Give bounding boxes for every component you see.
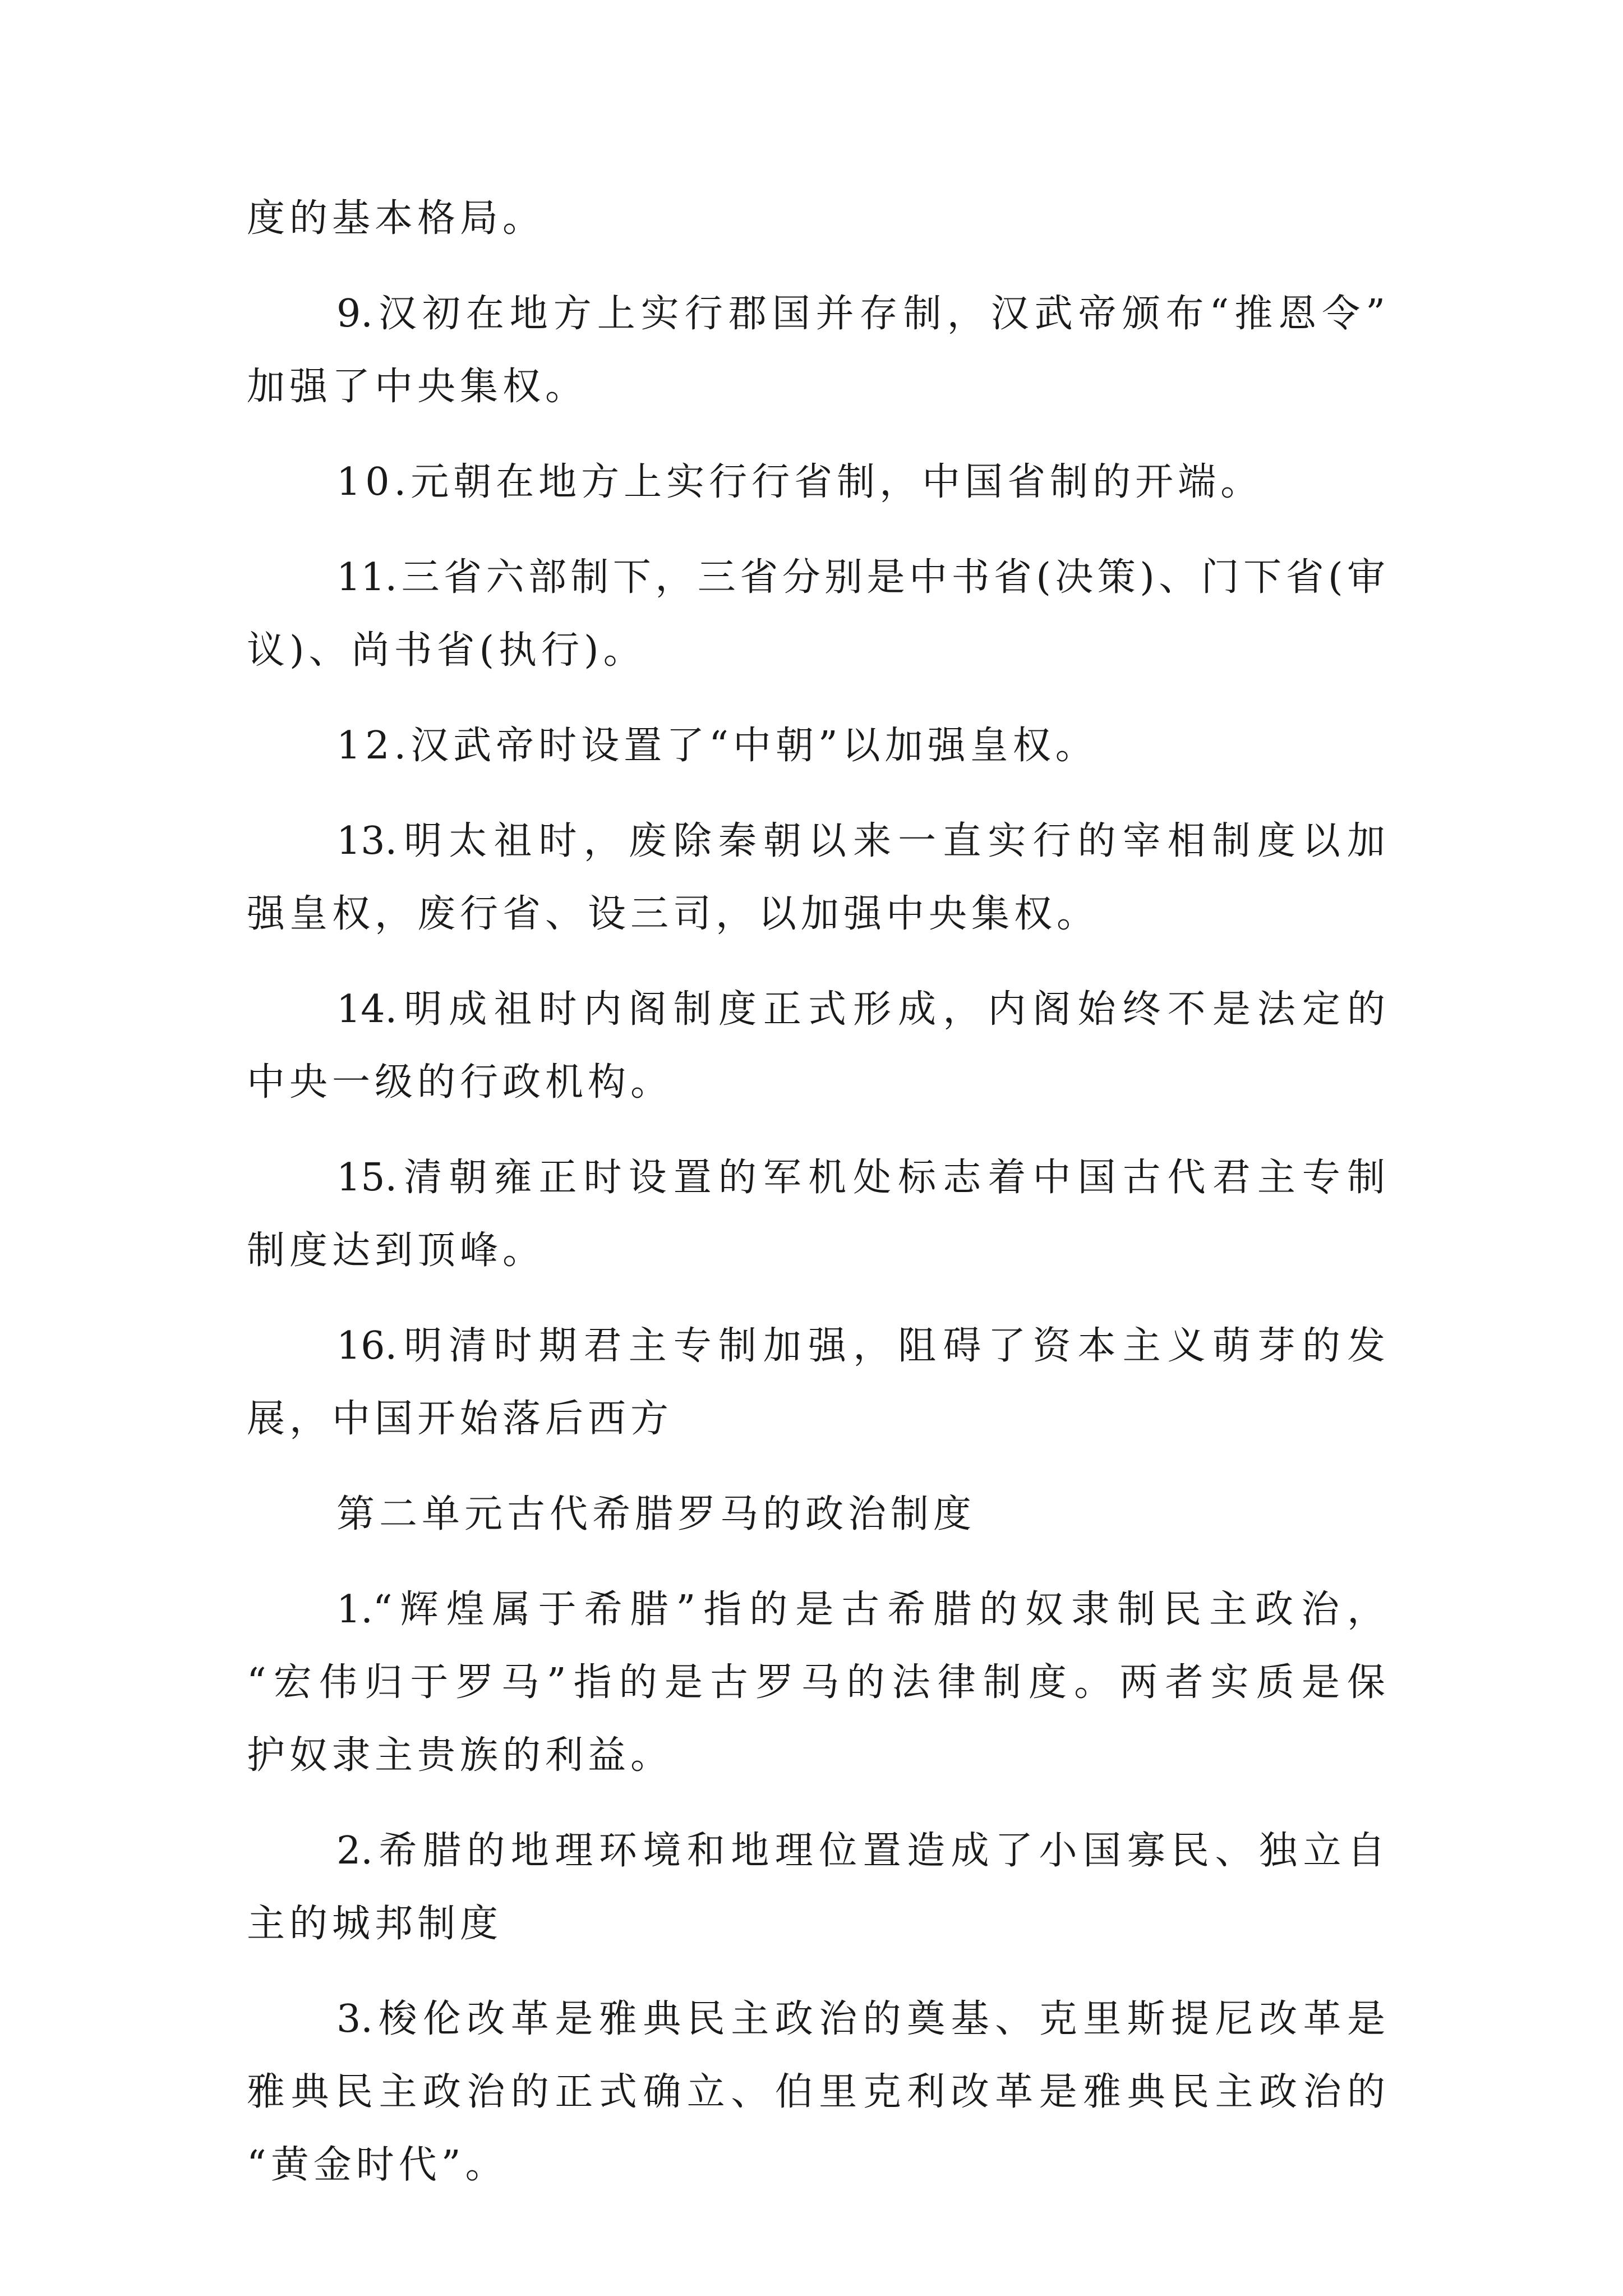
text-line: 14.明成祖时内阁制度正式形成，内阁始终不是法定的 [336,987,1385,1032]
text-line: 2.希腊的地理环境和地理位置造成了小国寡民、独立自 [336,1829,1385,1873]
text-line: 制度达到顶峰。 [247,1228,546,1273]
text-line: “黄金时代”。 [247,2143,508,2187]
text-line: 10.元朝在地方上实行行省制，中国省制的开端。 [336,460,1264,504]
text-line: “宏伟归于罗马”指的是古罗马的法律制度。两者实质是保 [247,1660,1385,1705]
text-line: 雅典民主政治的正式确立、伯里克利改革是雅典民主政治的 [247,2070,1385,2114]
text-line: 11.三省六部制下，三省分别是中书省(决策)、门下省(审 [336,555,1385,600]
text-line: 议)、尚书省(执行)。 [247,628,646,673]
text-line: 展，中国开始落后西方 [247,1397,674,1441]
text-line: 1.“辉煌属于希腊”指的是古希腊的奴隶制民主政治， [336,1588,1385,1632]
text-line: 12.汉武帝时设置了“中朝”以加强皇权。 [336,724,1098,768]
text-line: 15.清朝雍正时设置的军机处标志着中国古代君主专制 [336,1156,1385,1200]
text-line: 16.明清时期君主专制加强，阻碍了资本主义萌芽的发 [336,1324,1385,1368]
text-line: 9.汉初在地方上实行郡国并存制，汉武帝颁布“推恩令” [336,292,1385,336]
text-line: 加强了中央集权。 [247,365,588,409]
text-line: 3.梭伦改革是雅典民主政治的奠基、克里斯提尼改革是 [336,1997,1385,2041]
section-heading: 第二单元古代希腊罗马的政治制度 [336,1492,976,1536]
text-line: 主的城邦制度 [247,1902,503,1946]
text-line: 中央一级的行政机构。 [247,1060,674,1105]
text-line: 强皇权，废行省、设三司，以加强中央集权。 [247,892,1100,936]
text-line: 护奴隶主贵族的利益。 [247,1733,674,1778]
text-line: 13.明太祖时，废除秦朝以来一直实行的宰相制度以加 [336,819,1385,863]
text-line: 度的基本格局。 [247,196,546,241]
